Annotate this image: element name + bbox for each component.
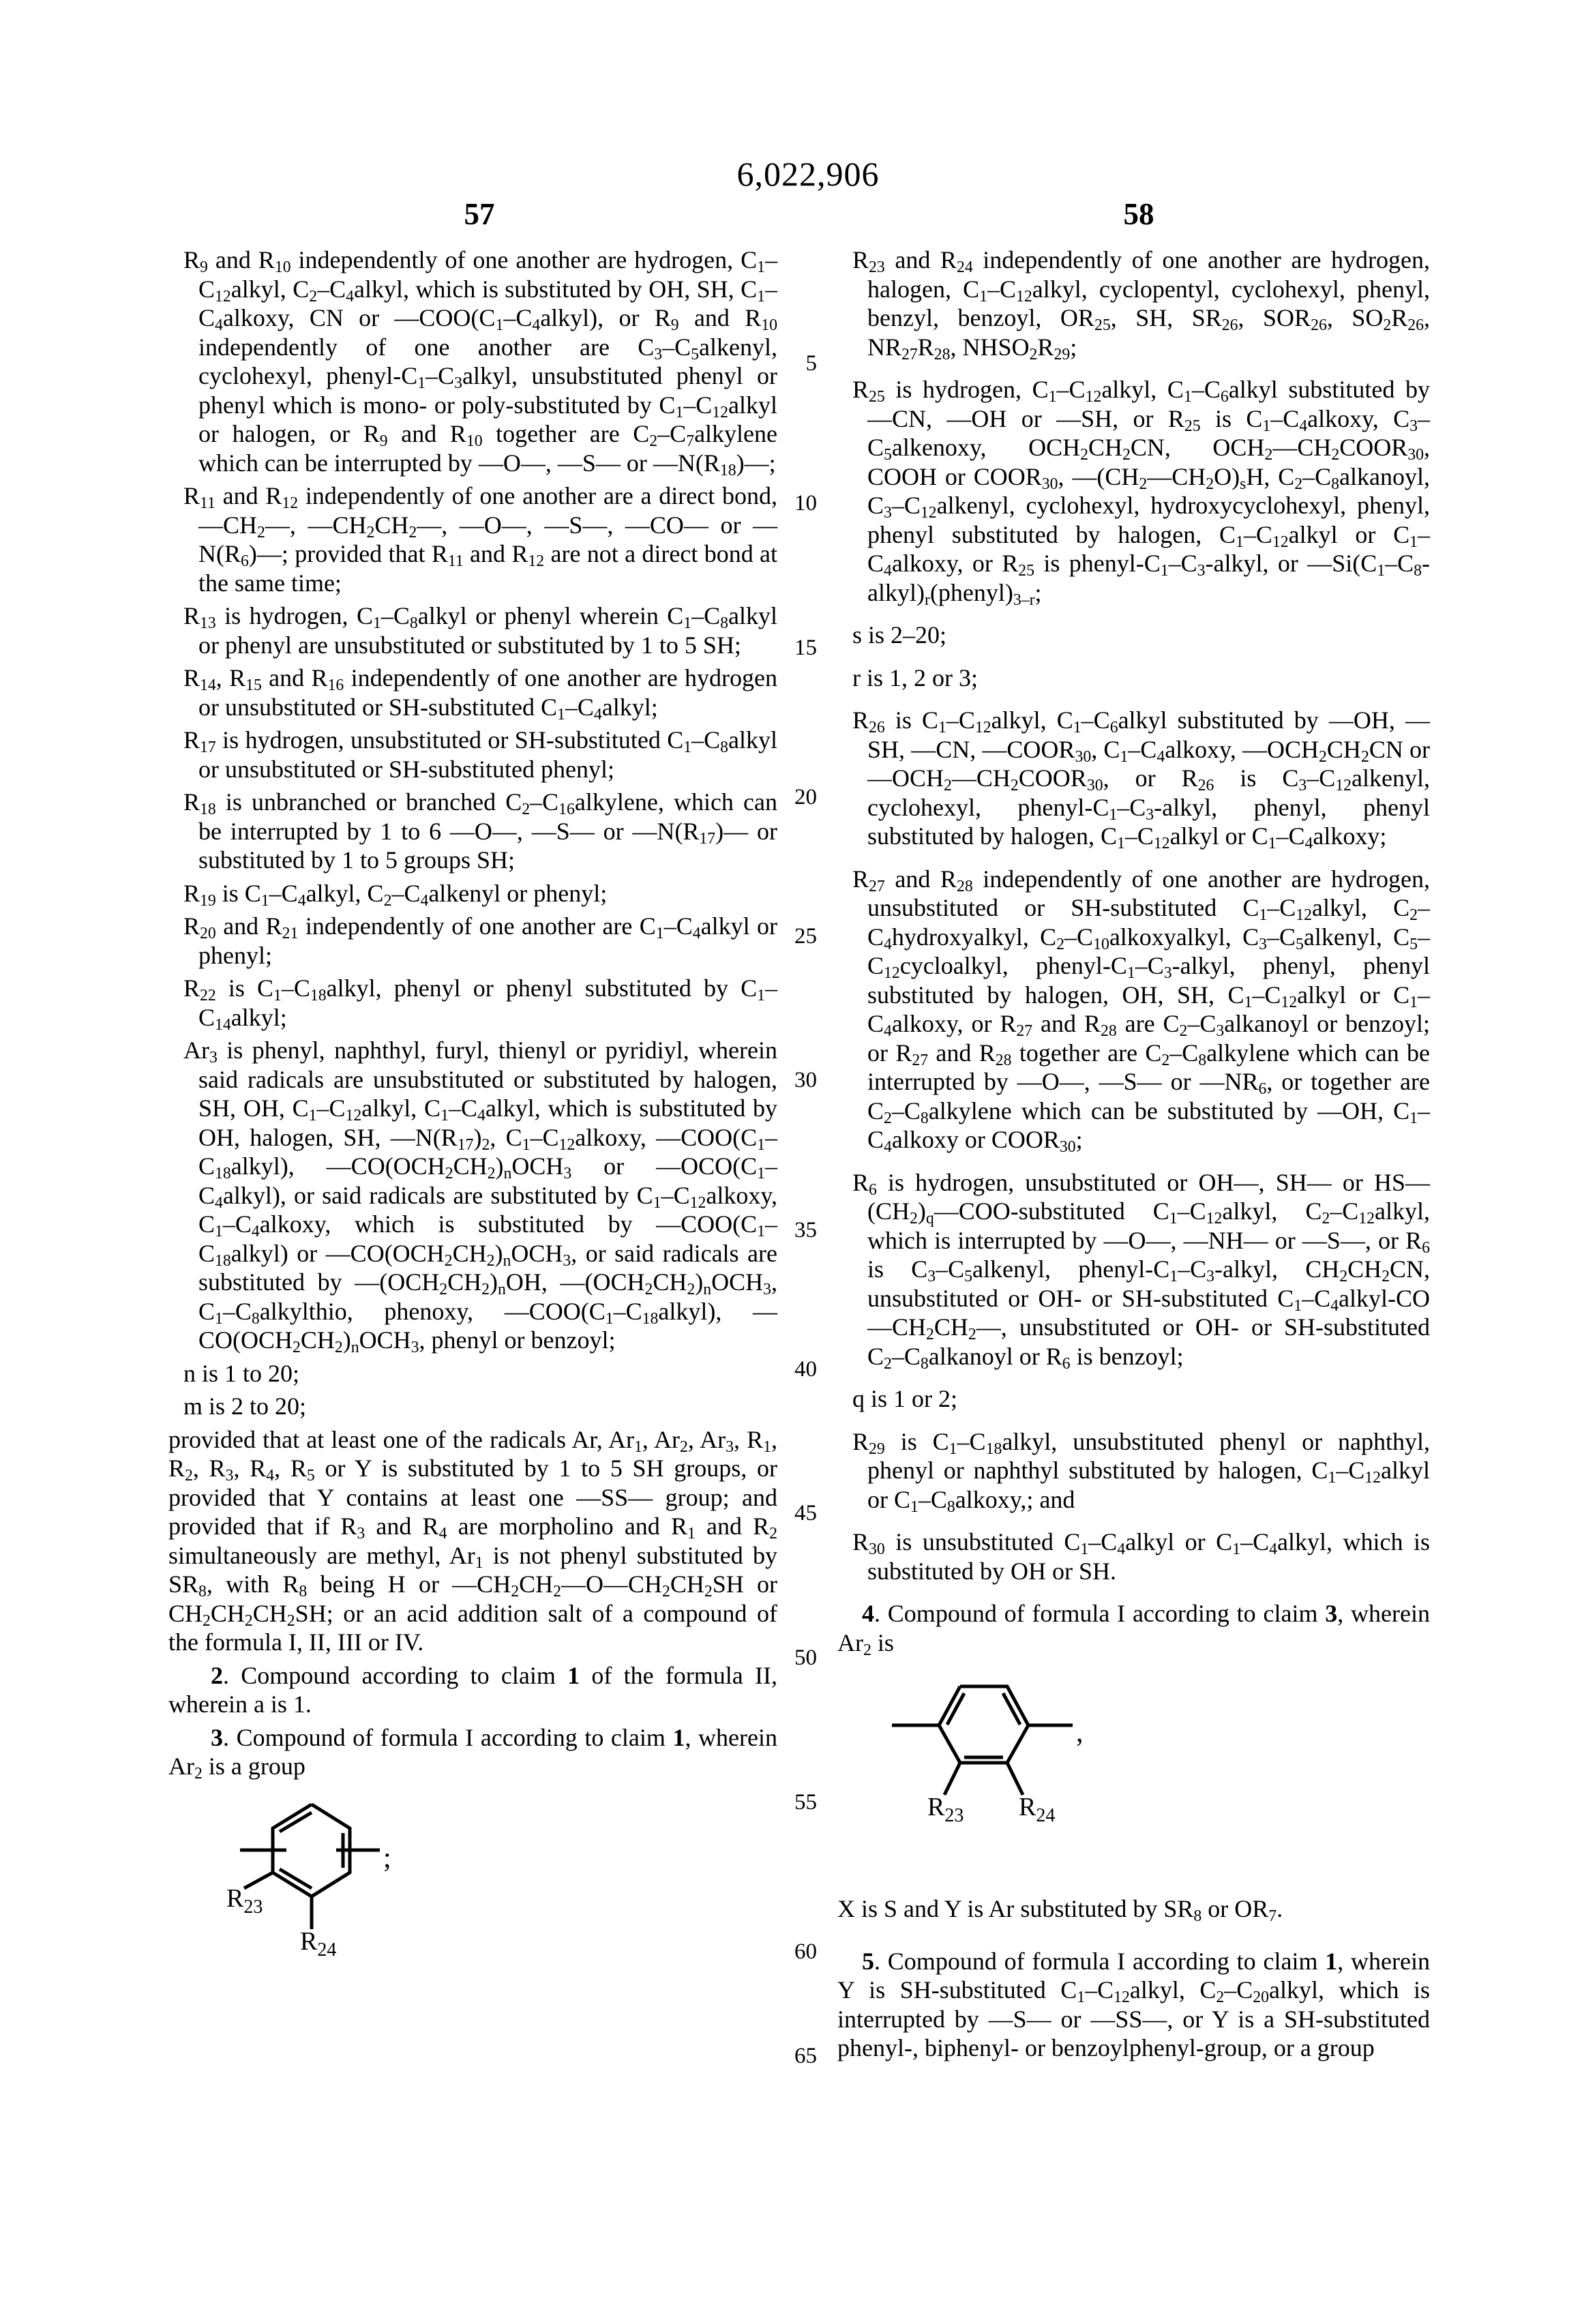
definition-R13: $R_{13}$ is hydrogen, $C_1-C_8alkyl$ or phenyl wherein $C_1-C_8alkyl$ or phenyl are unsubstituted or substituted by 1 to 5 SH; [183, 602, 777, 659]
definition-r: r is 1, 2 or 3; [852, 664, 978, 691]
line-number: 30 [794, 1068, 817, 1092]
line-number: 5 [805, 351, 817, 376]
line-number: 10 [794, 491, 817, 516]
claim-3: 3. Compound of formula I according to claim 1, wherein $Ar_2$ is a group [168, 1723, 777, 1783]
definition-n: n is 1 to 20; [183, 1359, 300, 1387]
definition-R27-R28: $R_{27}$ and $R_{28}$ independently of one another are hydrogen, unsubstituted or SH-substituted $C_1-C_{12}alkyl$, $C_2-C_4hydroxyalkyl$, $C_2-C_{10}alkoxyalkyl$, $C_3-C_5alkenyl$, $C_5-C_{12}cycloalkyl$, phenyl-$C_1-C_3$-alkyl, phenyl, phenyl substituted by halogen, OH, SH, $C_1-C_{12}alkyl$ or $C_1-C_4alkoxy$, or $R_{27}$ and $R_{28}$ are $C_2-C_3alkanoyl$ or benzoyl; or $R_{27}$ and $R_{28}$ together are $C_2-C_8alkylene$ which can be interrupted by —O—, —S— or $—NR_6$, or together are $C_2-C_8alkylene$ which can be substituted by —OH, $C_1-C_4alkoxy$ or $COOR_{30}$; [852, 865, 1431, 1156]
substituent-label-R24: $R_{24}$ [300, 1926, 337, 1961]
claim-4-condition-X-Y: X is S and Y is Ar substituted by $SR_8$ or $OR_7$. [837, 1895, 1283, 1925]
claims-column-right [837, 245, 1430, 2076]
definition-R11-R12: $R_{11}$ and $R_{12}$ independently of one another are a direct bond, $—CH_2—$, $—CH_2CH_2—$, —O—, —S—, —CO— or $—N(R_6)—$; provided that $R_{11}$ and $R_{12}$ are not a direct bond at the same time; [183, 482, 778, 597]
bond-to-R24 [1007, 1763, 1023, 1795]
definition-q: q is 1 or 2; [852, 1385, 958, 1412]
definition-R14-R16: $R_{14}$, $R_{15}$ and $R_{16}$ independently of one another are hydrogen or unsubstituted or SH-substituted $C_1-C_4alkyl$; [183, 664, 777, 724]
substituent-label-R23: $R_{23}$ [226, 1883, 263, 1918]
definition-R18: $R_{18}$ is unbranched or branched $C_2-C_{16}alkylene$, which can be interrupted by 1 to 6 —O—, —S— or $—N(R_{17})—$ or substituted by 1 to 5 groups SH; [183, 788, 778, 874]
line-number: 65 [794, 2044, 817, 2068]
benzene-ring-structure-claim4 [886, 1671, 1091, 1834]
definition-R23-R24: $R_{23}$ and $R_{24}$ independently of one another are hydrogen, halogen, $C_1-C_{12}alkyl$, cyclopentyl, cyclohexyl, phenyl, benzyl, benzoyl, $OR_{25}$, SH, $SR_{26}$, $SOR_{26}$, $SO_2R_{26}$, $NR_{27}R_{28}$, $NHSO_2R_{29}$; [852, 246, 1430, 363]
page-column-number-left: 57 [464, 197, 495, 231]
line-number: 45 [794, 1501, 817, 1525]
definition-m: m is 2 to 20; [183, 1392, 307, 1420]
definition-R26: $R_{26}$ is $C_1-C_{12}alkyl$, $C_1-C_6alkyl$ substituted by —OH, —SH, —CN, $—COOR_{30}$, $C_1-C_4alkoxy$, $—OCH_2CH_2CN$ or $—OCH_2—CH_2COOR_{30}$, or $R_{26}$ is $C_3-C_{12}alkenyl$, cyclohexyl, phenyl-$C_1-C_3$-alkyl, phenyl, phenyl substituted by halogen, $C_1-C_{12}alkyl$ or $C_1-C_4alkoxy$; [852, 706, 1431, 852]
line-number: 25 [794, 924, 817, 949]
line-number: 40 [794, 1357, 817, 1382]
definition-R30: $R_{30}$ is unsubstituted $C_1-C_4alkyl$ or $C_1-C_4alkyl$, which is substituted by OH or SH. [852, 1528, 1430, 1585]
benzene-ring-structure-claim3 [225, 1791, 423, 1968]
definition-R17: $R_{17}$ is hydrogen, unsubstituted or SH-substituted $C_1-C_8alkyl$ or unsubstituted or SH-substituted phenyl; [183, 726, 777, 783]
bond-to-R23 [244, 1873, 273, 1888]
definition-R6: $R_6$ is hydrogen, unsubstituted or OH—, SH— or $HS—(CH_2)_q—COO$-substituted $C_1-C_{12}alkyl$, $C_2-C_{12}alkyl$, which is interrupted by —O—, —NH— or —S—, or $R_6$ is $C_3-C_5alkenyl$, phenyl-$C_1-C_3$-alkyl, $CH_2CH_2CN$, unsubstituted or OH- or SH-substituted $C_1-C_4alkyl-CO—CH_2CH_2—$, unsubstituted or OH- or SH-substituted $C_2-C_8alkanoyl$ or $R_6$ is benzoyl; [852, 1168, 1430, 1373]
patent-number: 6,022,906 [736, 155, 880, 193]
proviso-paragraph: provided that at least one of the radicals Ar, $Ar_1$, $Ar_2$, $Ar_3$, $R_1$, $R_2$, $R_3$, $R_4$, $R_5$ or Y is substituted by 1 to 5 SH groups, or provided that Y contains at least one —SS— group; and provided that if $R_3$ and $R_4$ are morpholino and $R_1$ and $R_2$ simultaneously are methyl, $Ar_1$ is not phenyl substituted by $SR_8$, with $R_8$ being H or $—CH_2CH_2—O—CH_2CH_2SH$ or $CH_2CH_2CH_2SH$; or an acid addition salt of a compound of the formula I, II, III or IV. [168, 1425, 778, 1656]
definition-R20-R21: $R_{20}$ and $R_{21}$ independently of one another are $C_1-C_4alkyl$ or phenyl; [183, 912, 778, 969]
definition-R9-R10: $R_9$ and $R_{10}$ independently of one another are hydrogen, $C_1-C_{12}alkyl$, $C_2-C_4alkyl$, which is substituted by OH, SH, $C_1-C_4alkoxy$, CN or $—COO(C_1-C_4alkyl)$, or $R_9$ and $R_{10}$ independently of one another are $C_3-C_5alkenyl$, cyclohexyl, phenyl-$C_1-C_3alkyl$, unsubstituted phenyl or phenyl which is mono- or poly-substituted by $C_1-C_{12}alkyl$ or halogen, or $R_9$ and $R_{10}$ together are $C_2-C_7alkylene$ which can be interrupted by —O—, —S— or $—N(R_{18})—$; [183, 246, 778, 479]
line-number: 55 [794, 1790, 817, 1815]
substituent-label-R23: $R_{23}$ [927, 1793, 964, 1826]
definition-R29: $R_{29}$ is $C_1-C_{18}alkyl$, unsubstituted phenyl or naphthyl, phenyl or naphthyl substituted by halogen, $C_1-C_{12}alkyl$ or $C_1-C_8alkoxy$,; and [852, 1427, 1430, 1516]
line-number: 20 [794, 785, 817, 809]
claim-5: 5. Compound of formula I according to claim 1, wherein Y is SH-substituted $C_1-C_{12}alkyl$, $C_2-C_{20}alkyl$, which is interrupted by —S— or —SS—, or Y is a SH-substituted phenyl-, biphenyl- or benzoylphenyl-group, or a group [837, 1947, 1430, 2061]
claims-column-left [168, 245, 777, 1968]
definition-R19: $R_{19}$ is $C_1-C_4alkyl$, $C_2-C_4alkenyl$ or phenyl; [183, 879, 608, 910]
substituent-label-R24: $R_{24}$ [1019, 1793, 1056, 1826]
definition-s: s is 2–20; [852, 621, 947, 649]
structure-terminator: , [1076, 1717, 1084, 1748]
definition-R22: $R_{22}$ is $C_1-C_{18}alkyl$, phenyl or phenyl substituted by $C_1-C_{14}alkyl$; [183, 974, 777, 1034]
page-column-number-right: 58 [1123, 197, 1154, 231]
line-number: 15 [794, 636, 817, 660]
claim-4: 4. Compound of formula I according to claim 3, wherein $Ar_2$ is [837, 1600, 1430, 1659]
line-number: 35 [794, 1218, 817, 1242]
definition-Ar3: $Ar_3$ is phenyl, naphthyl, furyl, thienyl or pyridiyl, wherein said radicals are unsubstituted or substituted by halogen, SH, OH, $C_1-C_{12}alkyl$, $C_1-C_4alkyl$, which is substituted by OH, halogen, SH, $—N(R_{17})_2$, $C_1-C_{12}alkoxy$, $—COO(C_1-C_{18}alkyl)$, $—CO(OCH_2CH_2)_nOCH_3$ or $—OCO(C_1-C_4alkyl)$, or said radicals are substituted by $C_1-C_{12}alkoxy$, $C_1-C_4alkoxy$, which is substituted by $—COO(C_1-C_{18}alkyl)$ or $—CO(OCH_2CH_2)_nOCH_3$, or said radicals are substituted by $—(OCH_2CH_2)_nOH$, $—(OCH_2CH_2)_nOCH_3$, $C_1-C_8alkylthio$, phenoxy, $—COO(C_1-C_{18}alkyl)$, $—CO(OCH_2CH_2)_nOCH_3$, phenyl or benzoyl; [183, 1037, 778, 1356]
structure-terminator: ; [383, 1842, 391, 1874]
claim-2: 2. Compound according to claim 1 of the formula II, wherein a is 1. [168, 1661, 778, 1718]
ring-hexagon [939, 1686, 1028, 1763]
line-number: 60 [794, 1939, 817, 1964]
definition-R25: $R_{25}$ is hydrogen, $C_1-C_{12}alkyl$, $C_1-C_6alkyl$ substituted by —CN, —OH or —SH, or $R_{25}$ is $C_1-C_4alkoxy$, $C_3-C_5alkenoxy$, $OCH_2CH_2CN$, $OCH_2—CH_2COOR_{30}$, COOH or $COOR_{30}$, $—(CH_2—CH_2O)_sH$, $C_2-C_8alkanoyl$, $C_3-C_{12}alkenyl$, cyclohexyl, hydroxycyclohexyl, phenyl, phenyl substituted by halogen, $C_1-C_{12}alkyl$ or $C_1-C_4alkoxy$, or $R_{25}$ is phenyl-$C_1-C_3$-alkyl, or $—Si(C_1-C_8-alkyl)_r(phenyl)_{3-r}$; [852, 376, 1431, 609]
line-number: 50 [794, 1645, 817, 1670]
bond-to-R23 [944, 1763, 960, 1795]
